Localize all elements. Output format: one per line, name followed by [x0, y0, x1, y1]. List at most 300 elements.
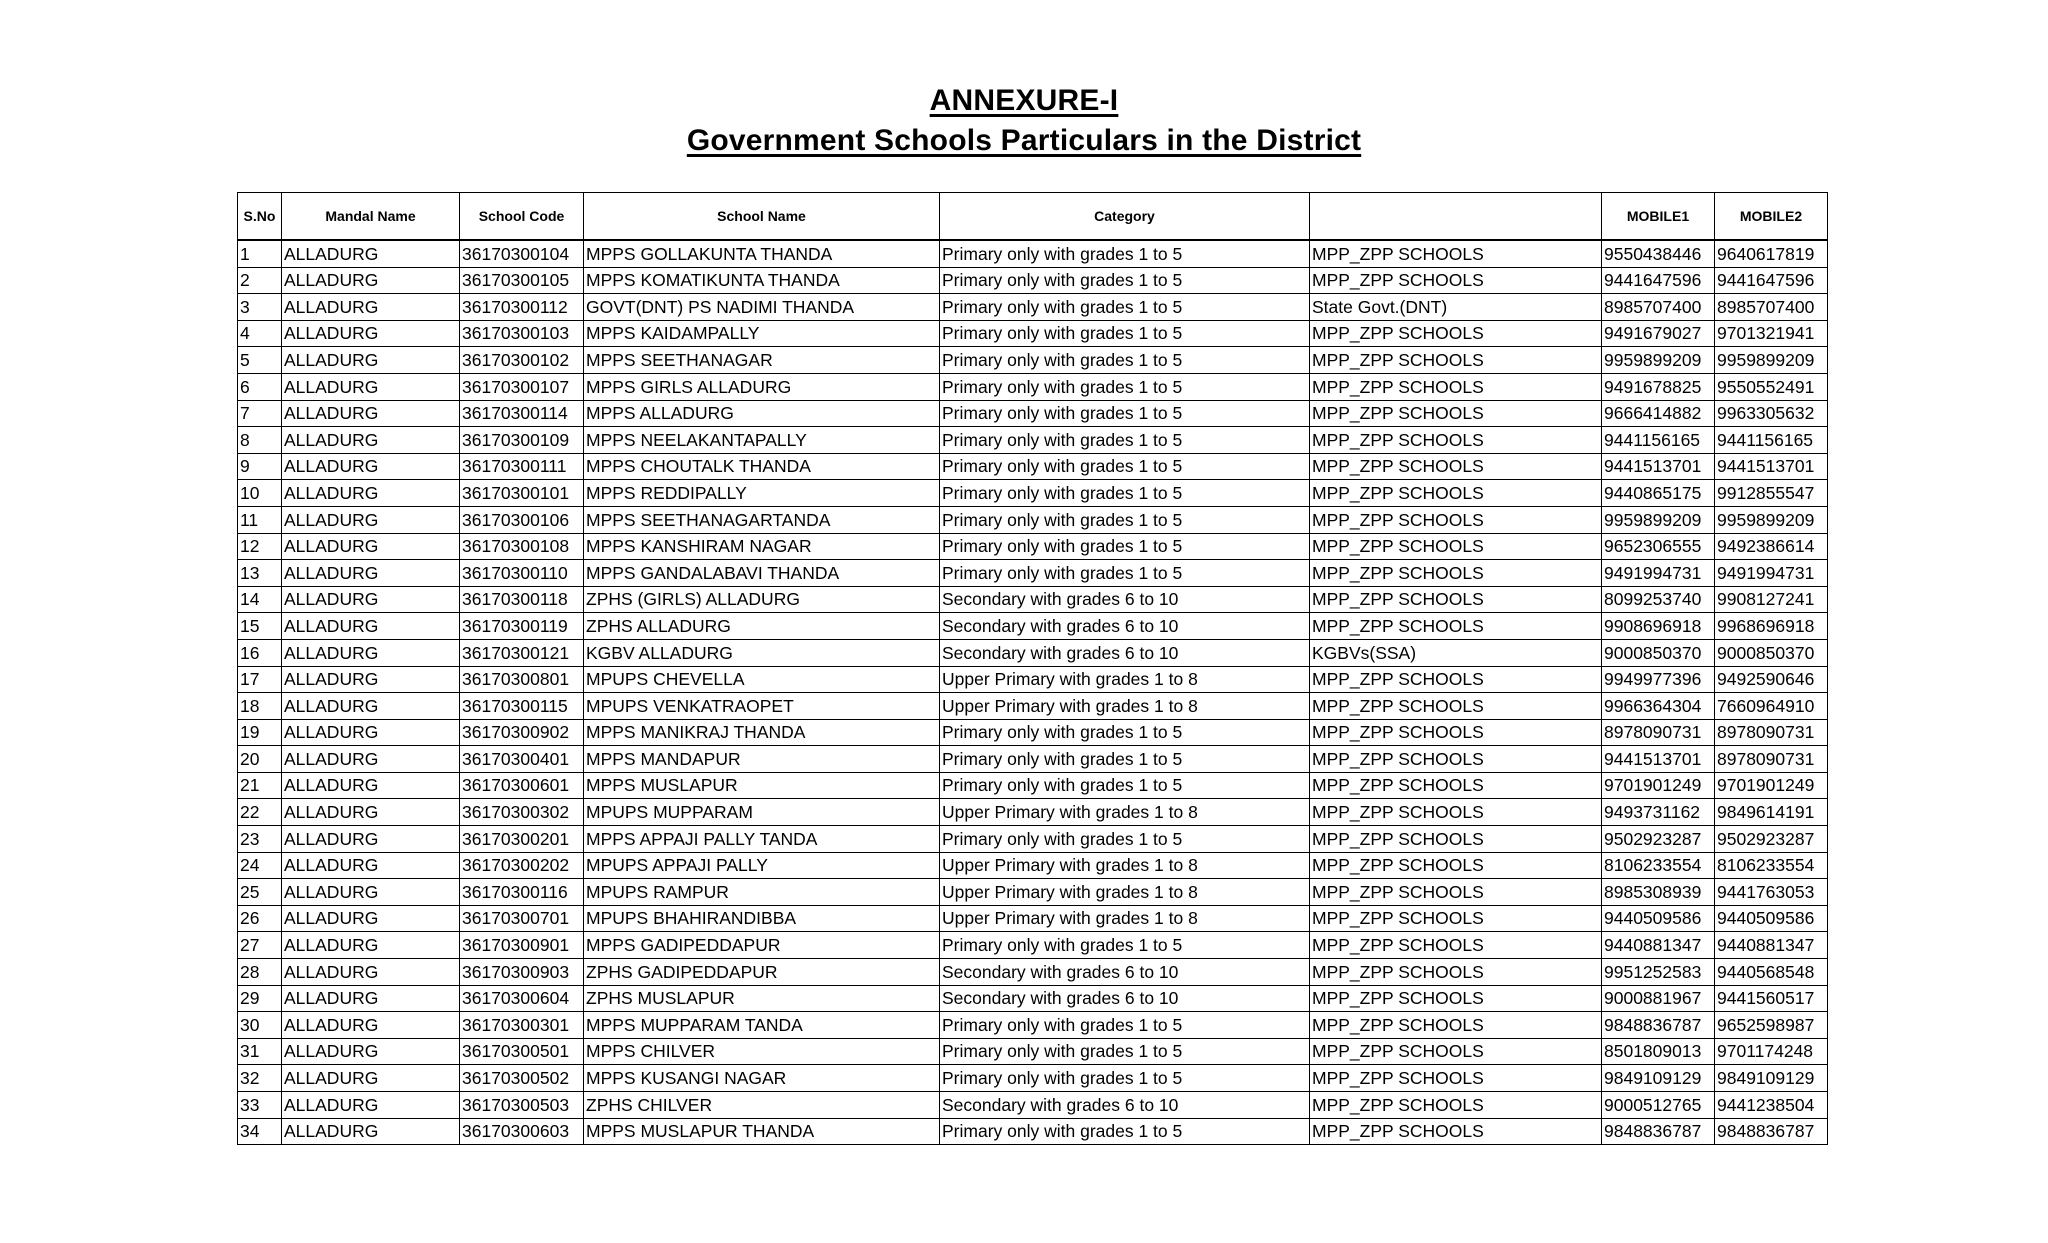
cell-management: MPP_ZPP SCHOOLS [1310, 480, 1602, 507]
cell-mobile1: 9000881967 [1602, 985, 1715, 1012]
cell-school-name: MPUPS RAMPUR [584, 879, 940, 906]
table-row [238, 533, 1828, 560]
table-row [238, 373, 1828, 400]
cell-management: MPP_ZPP SCHOOLS [1310, 506, 1602, 533]
cell-category: Secondary with grades 6 to 10 [940, 985, 1310, 1012]
cell-school-code: 36170300104 [460, 240, 584, 267]
table-row [238, 1065, 1828, 1092]
cell-school-name: MPPS SEETHANAGARTANDA [584, 506, 940, 533]
cell-school-code: 36170300119 [460, 613, 584, 640]
cell-school-code: 36170300501 [460, 1038, 584, 1065]
cell-school-name: MPPS CHILVER [584, 1038, 940, 1065]
cell-sno: 16 [238, 639, 282, 666]
cell-mobile2: 7660964910 [1715, 693, 1828, 720]
cell-sno: 1 [238, 240, 282, 267]
cell-school-name: MPPS REDDIPALLY [584, 480, 940, 507]
cell-sno: 25 [238, 879, 282, 906]
cell-mobile1: 9441513701 [1602, 746, 1715, 773]
cell-mandal-name: ALLADURG [282, 506, 460, 533]
cell-mobile1: 9848836787 [1602, 1012, 1715, 1039]
cell-school-name: ZPHS CHILVER [584, 1092, 940, 1119]
cell-mobile2: 8106233554 [1715, 852, 1828, 879]
cell-management: MPP_ZPP SCHOOLS [1310, 693, 1602, 720]
cell-school-code: 36170300110 [460, 560, 584, 587]
cell-school-name: MPPS GADIPEDDAPUR [584, 932, 940, 959]
cell-category: Primary only with grades 1 to 5 [940, 347, 1310, 374]
cell-management: MPP_ZPP SCHOOLS [1310, 905, 1602, 932]
cell-mobile1: 9491679027 [1602, 320, 1715, 347]
cell-sno: 13 [238, 560, 282, 587]
cell-management: MPP_ZPP SCHOOLS [1310, 240, 1602, 267]
cell-mobile1: 8978090731 [1602, 719, 1715, 746]
cell-mobile2: 9492386614 [1715, 533, 1828, 560]
cell-school-name: MPPS CHOUTALK THANDA [584, 453, 940, 480]
cell-management: MPP_ZPP SCHOOLS [1310, 1012, 1602, 1039]
cell-school-code: 36170300901 [460, 932, 584, 959]
cell-mobile2: 8978090731 [1715, 746, 1828, 773]
cell-mobile2: 9441156165 [1715, 427, 1828, 454]
cell-category: Upper Primary with grades 1 to 8 [940, 799, 1310, 826]
cell-sno: 10 [238, 480, 282, 507]
cell-category: Upper Primary with grades 1 to 8 [940, 879, 1310, 906]
cell-mobile2: 9848836787 [1715, 1118, 1828, 1145]
cell-sno: 6 [238, 373, 282, 400]
cell-category: Primary only with grades 1 to 5 [940, 1065, 1310, 1092]
cell-school-name: MPPS MANDAPUR [584, 746, 940, 773]
cell-mobile2: 9000850370 [1715, 639, 1828, 666]
cell-school-code: 36170300201 [460, 826, 584, 853]
cell-school-code: 36170300109 [460, 427, 584, 454]
cell-sno: 22 [238, 799, 282, 826]
cell-sno: 30 [238, 1012, 282, 1039]
cell-mobile1: 9966364304 [1602, 693, 1715, 720]
cell-school-code: 36170300105 [460, 267, 584, 294]
cell-mobile1: 9441513701 [1602, 453, 1715, 480]
cell-mobile2: 9492590646 [1715, 666, 1828, 693]
cell-mandal-name: ALLADURG [282, 1118, 460, 1145]
cell-school-code: 36170300301 [460, 1012, 584, 1039]
cell-category: Primary only with grades 1 to 5 [940, 373, 1310, 400]
cell-category: Primary only with grades 1 to 5 [940, 240, 1310, 267]
cell-school-code: 36170300801 [460, 666, 584, 693]
table-row [238, 799, 1828, 826]
cell-sno: 31 [238, 1038, 282, 1065]
cell-management: MPP_ZPP SCHOOLS [1310, 320, 1602, 347]
table-row [238, 400, 1828, 427]
cell-mobile2: 9440568548 [1715, 959, 1828, 986]
cell-school-code: 36170300202 [460, 852, 584, 879]
table-row [238, 427, 1828, 454]
cell-school-code: 36170300903 [460, 959, 584, 986]
header-management [1310, 193, 1602, 241]
cell-school-code: 36170300107 [460, 373, 584, 400]
cell-school-name: MPPS MUSLAPUR [584, 772, 940, 799]
cell-school-name: GOVT(DNT) PS NADIMI THANDA [584, 294, 940, 321]
cell-mandal-name: ALLADURG [282, 613, 460, 640]
table-row [238, 267, 1828, 294]
cell-management: State Govt.(DNT) [1310, 294, 1602, 321]
cell-mandal-name: ALLADURG [282, 1065, 460, 1092]
cell-category: Primary only with grades 1 to 5 [940, 1012, 1310, 1039]
cell-school-code: 36170300118 [460, 586, 584, 613]
cell-mandal-name: ALLADURG [282, 852, 460, 879]
table-row [238, 586, 1828, 613]
cell-sno: 8 [238, 427, 282, 454]
cell-mobile2: 9640617819 [1715, 240, 1828, 267]
cell-management: MPP_ZPP SCHOOLS [1310, 1065, 1602, 1092]
cell-mobile2: 9441513701 [1715, 453, 1828, 480]
cell-mobile2: 9502923287 [1715, 826, 1828, 853]
table-row [238, 985, 1828, 1012]
cell-mandal-name: ALLADURG [282, 240, 460, 267]
cell-mobile1: 9440509586 [1602, 905, 1715, 932]
cell-management: MPP_ZPP SCHOOLS [1310, 719, 1602, 746]
cell-category: Primary only with grades 1 to 5 [940, 506, 1310, 533]
header-school-name: School Name [584, 193, 940, 241]
cell-mandal-name: ALLADURG [282, 693, 460, 720]
cell-sno: 20 [238, 746, 282, 773]
cell-mobile1: 9440865175 [1602, 480, 1715, 507]
cell-school-code: 36170300603 [460, 1118, 584, 1145]
cell-school-code: 36170300902 [460, 719, 584, 746]
cell-school-name: ZPHS ALLADURG [584, 613, 940, 640]
cell-school-code: 36170300401 [460, 746, 584, 773]
cell-mandal-name: ALLADURG [282, 879, 460, 906]
cell-mandal-name: ALLADURG [282, 267, 460, 294]
cell-sno: 2 [238, 267, 282, 294]
cell-mobile1: 8501809013 [1602, 1038, 1715, 1065]
cell-management: MPP_ZPP SCHOOLS [1310, 666, 1602, 693]
table-row [238, 639, 1828, 666]
cell-school-code: 36170300502 [460, 1065, 584, 1092]
cell-mobile2: 9491994731 [1715, 560, 1828, 587]
table-body [238, 240, 1828, 1145]
cell-school-name: MPPS NEELAKANTAPALLY [584, 427, 940, 454]
cell-mobile1: 9000512765 [1602, 1092, 1715, 1119]
cell-mobile2: 9968696918 [1715, 613, 1828, 640]
cell-management: MPP_ZPP SCHOOLS [1310, 533, 1602, 560]
cell-mobile2: 9959899209 [1715, 506, 1828, 533]
table-header-row [238, 193, 1828, 241]
cell-mandal-name: ALLADURG [282, 586, 460, 613]
table-row [238, 746, 1828, 773]
table-row [238, 294, 1828, 321]
cell-sno: 12 [238, 533, 282, 560]
table-row [238, 1118, 1828, 1145]
cell-mobile2: 9849614191 [1715, 799, 1828, 826]
cell-school-code: 36170300604 [460, 985, 584, 1012]
cell-sno: 27 [238, 932, 282, 959]
cell-sno: 33 [238, 1092, 282, 1119]
cell-school-name: MPUPS MUPPARAM [584, 799, 940, 826]
cell-sno: 34 [238, 1118, 282, 1145]
cell-mobile1: 9951252583 [1602, 959, 1715, 986]
cell-mobile2: 8978090731 [1715, 719, 1828, 746]
table-row [238, 772, 1828, 799]
cell-mobile2: 9701901249 [1715, 772, 1828, 799]
cell-category: Upper Primary with grades 1 to 8 [940, 666, 1310, 693]
cell-mandal-name: ALLADURG [282, 294, 460, 321]
cell-management: MPP_ZPP SCHOOLS [1310, 373, 1602, 400]
cell-school-name: MPPS MUSLAPUR THANDA [584, 1118, 940, 1145]
cell-mandal-name: ALLADURG [282, 320, 460, 347]
cell-school-name: ZPHS GADIPEDDAPUR [584, 959, 940, 986]
cell-management: MPP_ZPP SCHOOLS [1310, 586, 1602, 613]
cell-school-name: MPPS APPAJI PALLY TANDA [584, 826, 940, 853]
cell-school-name: MPPS GOLLAKUNTA THANDA [584, 240, 940, 267]
cell-category: Primary only with grades 1 to 5 [940, 719, 1310, 746]
cell-mandal-name: ALLADURG [282, 400, 460, 427]
cell-management: MPP_ZPP SCHOOLS [1310, 613, 1602, 640]
cell-category: Primary only with grades 1 to 5 [940, 1038, 1310, 1065]
cell-category: Primary only with grades 1 to 5 [940, 746, 1310, 773]
cell-mobile1: 9652306555 [1602, 533, 1715, 560]
cell-mobile2: 9550552491 [1715, 373, 1828, 400]
cell-mobile2: 9849109129 [1715, 1065, 1828, 1092]
cell-school-code: 36170300503 [460, 1092, 584, 1119]
cell-management: MPP_ZPP SCHOOLS [1310, 1038, 1602, 1065]
cell-category: Secondary with grades 6 to 10 [940, 1092, 1310, 1119]
cell-school-name: MPPS KUSANGI NAGAR [584, 1065, 940, 1092]
cell-category: Primary only with grades 1 to 5 [940, 1118, 1310, 1145]
cell-mandal-name: ALLADURG [282, 1092, 460, 1119]
table-row [238, 959, 1828, 986]
cell-mobile2: 9959899209 [1715, 347, 1828, 374]
cell-category: Primary only with grades 1 to 5 [940, 772, 1310, 799]
cell-school-name: MPPS MUPPARAM TANDA [584, 1012, 940, 1039]
table-row [238, 320, 1828, 347]
cell-management: MPP_ZPP SCHOOLS [1310, 400, 1602, 427]
cell-school-name: ZPHS (GIRLS) ALLADURG [584, 586, 940, 613]
cell-mobile2: 9908127241 [1715, 586, 1828, 613]
cell-mandal-name: ALLADURG [282, 905, 460, 932]
cell-category: Primary only with grades 1 to 5 [940, 826, 1310, 853]
cell-sno: 4 [238, 320, 282, 347]
cell-school-code: 36170300106 [460, 506, 584, 533]
cell-mobile2: 9440881347 [1715, 932, 1828, 959]
cell-mandal-name: ALLADURG [282, 480, 460, 507]
header-mobile1: MOBILE1 [1602, 193, 1715, 241]
cell-school-code: 36170300302 [460, 799, 584, 826]
cell-management: MPP_ZPP SCHOOLS [1310, 453, 1602, 480]
cell-management: MPP_ZPP SCHOOLS [1310, 985, 1602, 1012]
cell-category: Primary only with grades 1 to 5 [940, 400, 1310, 427]
table-row [238, 1012, 1828, 1039]
cell-sno: 7 [238, 400, 282, 427]
cell-school-name: MPPS SEETHANAGAR [584, 347, 940, 374]
cell-mobile1: 9441647596 [1602, 267, 1715, 294]
cell-management: MPP_ZPP SCHOOLS [1310, 959, 1602, 986]
cell-mobile1: 9502923287 [1602, 826, 1715, 853]
cell-mandal-name: ALLADURG [282, 1038, 460, 1065]
cell-mandal-name: ALLADURG [282, 453, 460, 480]
cell-school-name: MPUPS VENKATRAOPET [584, 693, 940, 720]
cell-sno: 9 [238, 453, 282, 480]
table-row [238, 1038, 1828, 1065]
cell-sno: 17 [238, 666, 282, 693]
cell-management: MPP_ZPP SCHOOLS [1310, 746, 1602, 773]
header-mandal-name: Mandal Name [282, 193, 460, 241]
cell-mobile1: 8985707400 [1602, 294, 1715, 321]
cell-mobile1: 9000850370 [1602, 639, 1715, 666]
cell-mandal-name: ALLADURG [282, 533, 460, 560]
table-row [238, 879, 1828, 906]
cell-category: Primary only with grades 1 to 5 [940, 560, 1310, 587]
cell-mobile1: 9848836787 [1602, 1118, 1715, 1145]
header-mobile2: MOBILE2 [1715, 193, 1828, 241]
cell-mobile1: 9959899209 [1602, 506, 1715, 533]
cell-mandal-name: ALLADURG [282, 427, 460, 454]
cell-school-name: MPPS GIRLS ALLADURG [584, 373, 940, 400]
cell-mobile1: 9550438446 [1602, 240, 1715, 267]
cell-school-code: 36170300111 [460, 453, 584, 480]
cell-mobile2: 9701174248 [1715, 1038, 1828, 1065]
cell-mobile1: 8099253740 [1602, 586, 1715, 613]
cell-school-code: 36170300112 [460, 294, 584, 321]
cell-category: Upper Primary with grades 1 to 8 [940, 693, 1310, 720]
cell-mobile1: 9493731162 [1602, 799, 1715, 826]
table-row [238, 480, 1828, 507]
cell-school-name: MPPS GANDALABAVI THANDA [584, 560, 940, 587]
cell-management: MPP_ZPP SCHOOLS [1310, 772, 1602, 799]
cell-mandal-name: ALLADURG [282, 347, 460, 374]
header-category: Category [940, 193, 1310, 241]
cell-category: Primary only with grades 1 to 5 [940, 533, 1310, 560]
cell-mobile2: 9441647596 [1715, 267, 1828, 294]
cell-school-code: 36170300114 [460, 400, 584, 427]
cell-sno: 28 [238, 959, 282, 986]
table-row [238, 932, 1828, 959]
table-row [238, 666, 1828, 693]
cell-school-name: MPPS ALLADURG [584, 400, 940, 427]
cell-category: Primary only with grades 1 to 5 [940, 427, 1310, 454]
cell-category: Primary only with grades 1 to 5 [940, 453, 1310, 480]
cell-sno: 32 [238, 1065, 282, 1092]
cell-sno: 14 [238, 586, 282, 613]
cell-sno: 29 [238, 985, 282, 1012]
cell-mandal-name: ALLADURG [282, 799, 460, 826]
table-row [238, 719, 1828, 746]
cell-school-name: MPPS KOMATIKUNTA THANDA [584, 267, 940, 294]
cell-management: MPP_ZPP SCHOOLS [1310, 267, 1602, 294]
cell-school-code: 36170300701 [460, 905, 584, 932]
cell-mandal-name: ALLADURG [282, 560, 460, 587]
cell-mandal-name: ALLADURG [282, 772, 460, 799]
cell-sno: 18 [238, 693, 282, 720]
cell-mandal-name: ALLADURG [282, 373, 460, 400]
cell-school-name: MPPS MANIKRAJ THANDA [584, 719, 940, 746]
cell-category: Secondary with grades 6 to 10 [940, 639, 1310, 666]
table-row [238, 453, 1828, 480]
cell-management: MPP_ZPP SCHOOLS [1310, 560, 1602, 587]
cell-mandal-name: ALLADURG [282, 985, 460, 1012]
cell-mobile2: 9441763053 [1715, 879, 1828, 906]
cell-category: Primary only with grades 1 to 5 [940, 480, 1310, 507]
annexure-title: ANNEXURE-I [929, 84, 1119, 117]
cell-category: Upper Primary with grades 1 to 8 [940, 852, 1310, 879]
cell-mandal-name: ALLADURG [282, 959, 460, 986]
table-row [238, 1092, 1828, 1119]
cell-school-name: MPUPS BHAHIRANDIBBA [584, 905, 940, 932]
cell-school-code: 36170300116 [460, 879, 584, 906]
header-school-code: School Code [460, 193, 584, 241]
cell-management: MPP_ZPP SCHOOLS [1310, 852, 1602, 879]
cell-school-name: MPUPS CHEVELLA [584, 666, 940, 693]
cell-management: MPP_ZPP SCHOOLS [1310, 879, 1602, 906]
header-sno: S.No [238, 193, 282, 241]
cell-category: Primary only with grades 1 to 5 [940, 267, 1310, 294]
cell-mobile1: 9441156165 [1602, 427, 1715, 454]
cell-school-name: KGBV ALLADURG [584, 639, 940, 666]
cell-school-name: MPPS KAIDAMPALLY [584, 320, 940, 347]
cell-mobile2: 9912855547 [1715, 480, 1828, 507]
cell-sno: 3 [238, 294, 282, 321]
cell-category: Secondary with grades 6 to 10 [940, 613, 1310, 640]
cell-management: KGBVs(SSA) [1310, 639, 1602, 666]
cell-mobile1: 9440881347 [1602, 932, 1715, 959]
cell-sno: 24 [238, 852, 282, 879]
cell-sno: 15 [238, 613, 282, 640]
cell-category: Primary only with grades 1 to 5 [940, 320, 1310, 347]
cell-school-name: MPPS KANSHIRAM NAGAR [584, 533, 940, 560]
table-row [238, 560, 1828, 587]
table-row [238, 347, 1828, 374]
table-row [238, 905, 1828, 932]
cell-management: MPP_ZPP SCHOOLS [1310, 427, 1602, 454]
cell-school-code: 36170300121 [460, 639, 584, 666]
cell-mobile1: 9666414882 [1602, 400, 1715, 427]
cell-school-code: 36170300101 [460, 480, 584, 507]
cell-mobile2: 8985707400 [1715, 294, 1828, 321]
cell-school-code: 36170300115 [460, 693, 584, 720]
document-subtitle: Government Schools Particulars in the District [686, 124, 1362, 157]
cell-school-code: 36170300102 [460, 347, 584, 374]
cell-category: Secondary with grades 6 to 10 [940, 959, 1310, 986]
cell-mobile2: 9441560517 [1715, 985, 1828, 1012]
cell-management: MPP_ZPP SCHOOLS [1310, 826, 1602, 853]
cell-sno: 26 [238, 905, 282, 932]
cell-mobile1: 8985308939 [1602, 879, 1715, 906]
cell-school-code: 36170300103 [460, 320, 584, 347]
cell-school-name: ZPHS MUSLAPUR [584, 985, 940, 1012]
table-row [238, 826, 1828, 853]
cell-management: MPP_ZPP SCHOOLS [1310, 799, 1602, 826]
cell-mobile1: 9701901249 [1602, 772, 1715, 799]
cell-mandal-name: ALLADURG [282, 826, 460, 853]
cell-sno: 21 [238, 772, 282, 799]
cell-mobile1: 8106233554 [1602, 852, 1715, 879]
table-row [238, 506, 1828, 533]
table-row [238, 240, 1828, 267]
cell-mobile1: 9491678825 [1602, 373, 1715, 400]
table-row [238, 613, 1828, 640]
cell-mandal-name: ALLADURG [282, 666, 460, 693]
cell-mobile1: 9949977396 [1602, 666, 1715, 693]
cell-school-code: 36170300601 [460, 772, 584, 799]
cell-category: Upper Primary with grades 1 to 8 [940, 905, 1310, 932]
cell-mandal-name: ALLADURG [282, 639, 460, 666]
cell-mandal-name: ALLADURG [282, 746, 460, 773]
cell-mobile1: 9849109129 [1602, 1065, 1715, 1092]
cell-sno: 23 [238, 826, 282, 853]
cell-management: MPP_ZPP SCHOOLS [1310, 1092, 1602, 1119]
cell-category: Primary only with grades 1 to 5 [940, 294, 1310, 321]
cell-management: MPP_ZPP SCHOOLS [1310, 932, 1602, 959]
cell-mobile1: 9491994731 [1602, 560, 1715, 587]
cell-school-code: 36170300108 [460, 533, 584, 560]
cell-sno: 11 [238, 506, 282, 533]
schools-table [237, 192, 1828, 1145]
